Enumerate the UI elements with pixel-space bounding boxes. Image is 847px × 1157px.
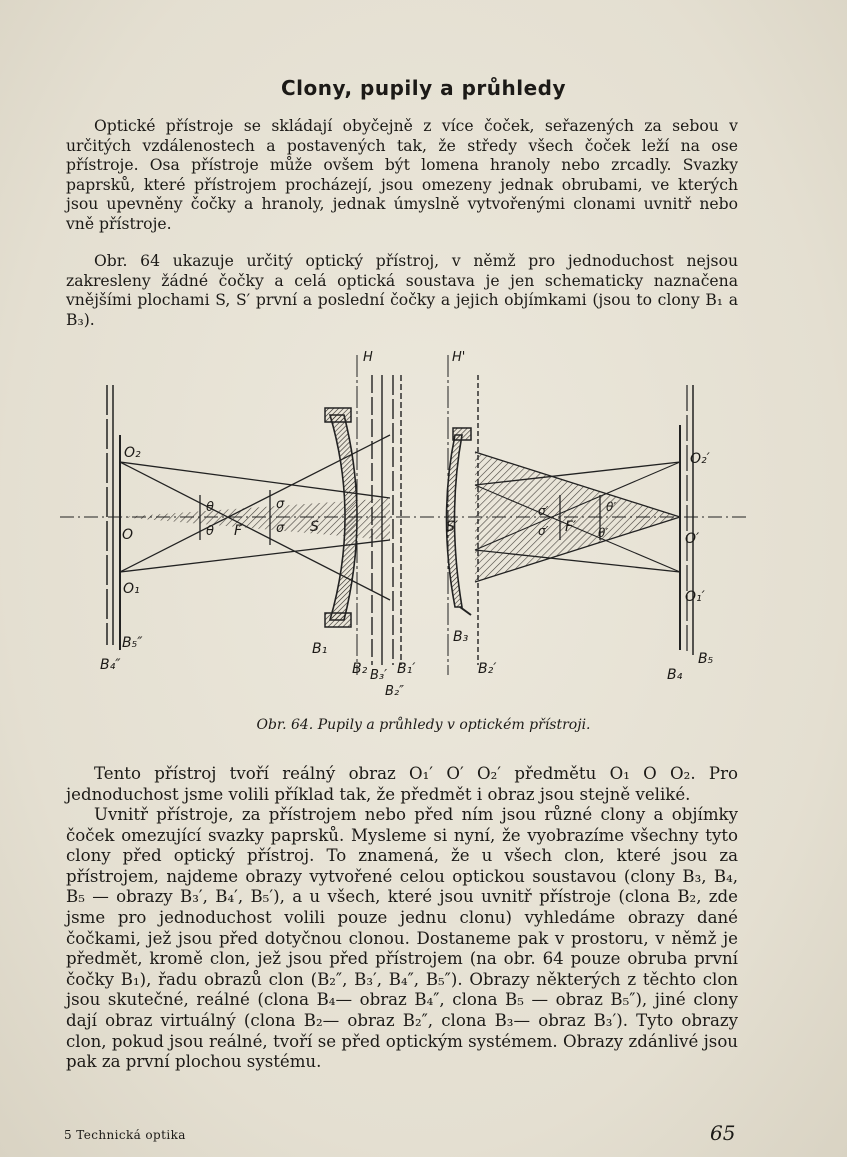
label-s-prime: S′ [446, 519, 459, 535]
label-b4: B₄ [667, 667, 683, 683]
label-o2: O₂ [124, 445, 141, 461]
label-s: S [310, 519, 319, 535]
figure-caption: Obr. 64. Pupily a průhledy v optickém přístroji. [256, 717, 591, 733]
label-b1: B₁ [312, 641, 328, 657]
label-sigma-prime-1: σ′ [538, 504, 549, 518]
paragraph-image-formation: Tento přístroj tvoří reálný obraz O₁′ O′ O₂′ předmětu O₁ O O₂. Pro jednoduchost jsme volili příklad tak, že předmět i obraz jsou stejně veliké. [66, 764, 738, 804]
label-o2-prime: O₂′ [690, 451, 710, 467]
label-o1-prime: O₁′ [685, 589, 705, 605]
label-theta-2: θ [206, 524, 214, 539]
label-b2-dprime: B₂″ [385, 684, 404, 699]
label-o-prime: O′ [685, 531, 700, 547]
lens-mount-b1-bottom [325, 613, 351, 627]
label-b5: B₅ [698, 651, 714, 667]
label-b3: B₃ [453, 629, 469, 645]
label-b5-dprime: B₅″ [122, 635, 143, 651]
paragraph-figure-description: Obr. 64 ukazuje určitý optický přístroj, v němž pro jednoduchost nejsou zakresleny žádné čočky a celá optická soustava je jen schematicky naznačena vnějšími plochami S, S′ první a poslední čočky a jejich objímkami (jsou to clony B₁ a B₃). [66, 252, 738, 329]
label-f-prime: F′ [565, 519, 577, 535]
label-b3-prime: B₃′ [370, 668, 388, 683]
label-f: F [234, 523, 243, 539]
label-h: H [363, 350, 373, 365]
label-theta-prime-1: θ′ [606, 500, 617, 514]
label-h-prime: H' [452, 350, 466, 365]
optical-diagram [60, 345, 750, 715]
label-b2-prime: B₂′ [478, 661, 497, 677]
paragraph-intro: Optické přístroje se skládají obyčejně z více čoček, seřazených za sebou v určitých vzdálenostech a postavených tak, že středy všech čoček leží na ose přístroje. Osa přístroje může ovšem být lomena hranoly nebo zrcadly. Svazky paprsků, které přístrojem procházejí, jsou omezeny jednak obrubami, ve kterých jsou upevněny čočky a hranoly, jednak úmyslně vytvořenými clonami uvnitř nebo vně přístroje. [66, 117, 738, 233]
lens-mount-b1-top [325, 408, 351, 422]
label-o1: O₁ [123, 581, 140, 597]
label-theta-1: θ [206, 500, 214, 515]
label-o: O [122, 527, 134, 543]
label-sigma-1: σ [276, 497, 285, 512]
label-b4-dprime: B₄″ [100, 657, 121, 673]
page-title: Clony, pupily a průhledy [280, 76, 567, 100]
footer-section-title: 5 Technická optika [64, 1128, 186, 1142]
paragraph-apertures: Uvnitř přístroje, za přístrojem nebo před ním jsou různé clony a objímky čoček omezující svazky paprsků. Mysleme si nyní, že vyobrazíme všechny tyto clony před optický přístroj. To znamená, že u všech clon, které jsou za přístrojem, najdeme obrazy vytvořené celou optickou soustavou (clony B₃, B₄, B₅ — obrazy B₃′, B₄′, B₅′), a u všech, které jsou uvnitř přístroje (clona B₂, zde jsme pro jednoduchost volili pouze jednu clonu) vyhledáme obrazy dané čočkami, jež jsou před dotyčnou clonou. Dostaneme pak v prostoru, v němž je předmět, kromě clon, jež jsou před přístrojem (na obr. 64 pouze obruba první čočky B₁), řadu obrazů clon (B₂″, B₃′, B₄″, B₅″). Obrazy některých z těchto clon jsou skutečné, reálné (clona B₄— obraz B₄″, clona B₅ — obraz B₅″), jiné clony dají obraz virtuálný (clona B₂— obraz B₂″, clona B₃— obraz B₃′). Tyto obrazy clon, pokud jsou reálné, tvoří se před optickým systémem. Obrazy zdánlivé jsou pak za první plochou systému. [66, 805, 738, 1072]
label-b2: B₂ [352, 661, 368, 677]
label-theta-prime-2: θ′ [598, 526, 609, 540]
page-number: 65 [710, 1121, 736, 1145]
label-sigma-prime-2: σ′ [538, 524, 549, 538]
lens-mount-b3-top [453, 428, 471, 440]
label-b1-prime: B₁′ [397, 661, 416, 677]
label-sigma-2: σ [276, 521, 285, 536]
lens-mount-b3-bottom [460, 607, 471, 615]
